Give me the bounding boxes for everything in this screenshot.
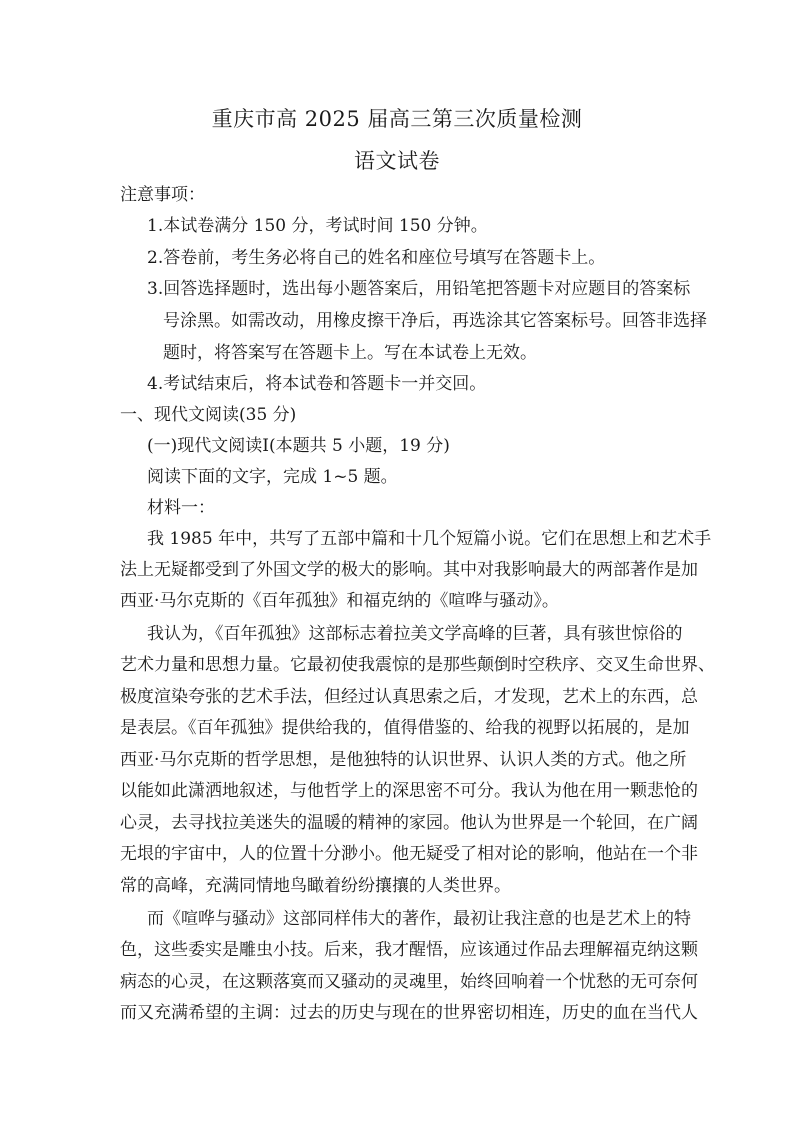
- paragraph-line: 极度渲染夸张的艺术手法，但经过认真思索之后，才发现，艺术上的东西，总: [120, 687, 698, 707]
- exam-subtitle: 语文试卷: [354, 149, 440, 173]
- notice-item-3-line-1: 3.回答选择题时，选出每小题答案后，用铅笔把答题卡对应题目的答案标: [147, 279, 691, 299]
- paragraph-line: 是表层。《百年孤独》提供给我的，值得借鉴的、给我的视野以拓展的，是加: [120, 718, 690, 738]
- paragraph-line: 以能如此潇洒地叙述，与他哲学上的深思密不可分。我认为他在用一颗悲怆的: [120, 781, 698, 801]
- material-label: 材料一：: [147, 498, 215, 518]
- paragraph-line: 我认为，《百年孤独》这部标志着拉美文学高峰的巨著，具有骇世惊俗的: [147, 624, 683, 644]
- paragraph-line: 而《喧哗与骚动》这部同样伟大的著作，最初让我注意的也是艺术上的特: [147, 909, 691, 929]
- notice-item-1: 1.本试卷满分 150 分，考试时间 150 分钟。: [147, 216, 488, 236]
- paragraph-line: 我 1985 年中，共写了五部中篇和十几个短篇小说。它们在思想上和艺术手: [147, 529, 712, 549]
- paragraph-line: 心灵，去寻找拉美迷失的温暖的精神的家园。他认为世界是一个轮回，在广阔: [120, 813, 698, 833]
- reading-instruction: 阅读下面的文字，完成 1~5 题。: [147, 467, 398, 487]
- notice-item-4: 4.考试结束后，将本试卷和答题卡一并交回。: [147, 374, 487, 394]
- exam-title: 重庆市高 2025 届高三第三次质量检测: [211, 107, 583, 131]
- notice-item-2: 2.答卷前，考生务必将自己的姓名和座位号填写在答题卡上。: [147, 248, 606, 268]
- paragraph-line: 病态的心灵，在这颗落寞而又骚动的灵魂里，始终回响着一个忧愁的无可奈何: [120, 972, 698, 992]
- paragraph-line: 而又充满希望的主调：过去的历史与现在的世界密切相连，历史的血在当代人: [120, 1003, 698, 1023]
- paragraph-line: 色，这些委实是雕虫小技。后来，我才醒悟，应该通过作品去理解福克纳这颗: [120, 940, 698, 960]
- notice-heading: 注意事项：: [120, 185, 205, 205]
- notice-item-3-line-2: 号涂黑。如需改动，用橡皮擦干净后，再选涂其它答案标号。回答非选择: [163, 311, 707, 331]
- paragraph-line: 西亚·马尔克斯的《百年孤独》和福克纳的《喧哗与骚动》。: [120, 591, 559, 611]
- paragraph-line: 西亚·马尔克斯的哲学思想，是他独特的认识世界、认识人类的方式。他之所: [120, 750, 687, 770]
- notice-item-3-line-3: 题时，将答案写在答题卡上。写在本试卷上无效。: [163, 343, 537, 363]
- paragraph-line: 无垠的宇宙中，人的位置十分渺小。他无疑受了相对论的影响，他站在一个非: [120, 844, 698, 864]
- paragraph-line: 法上无疑都受到了外国文学的极大的影响。其中对我影响最大的两部著作是加: [120, 560, 698, 580]
- paragraph-line: 艺术力量和思想力量。它最初使我震惊的是那些颠倒时空秩序、交叉生命世界、: [120, 655, 715, 675]
- subsection-heading: (一)现代文阅读Ⅰ(本题共 5 小题，19 分): [147, 436, 450, 456]
- section-heading: 一、现代文阅读(35 分): [120, 405, 297, 425]
- paragraph-line: 常的高峰，充满同情地鸟瞰着纷纷攘攘的人类世界。: [120, 876, 511, 896]
